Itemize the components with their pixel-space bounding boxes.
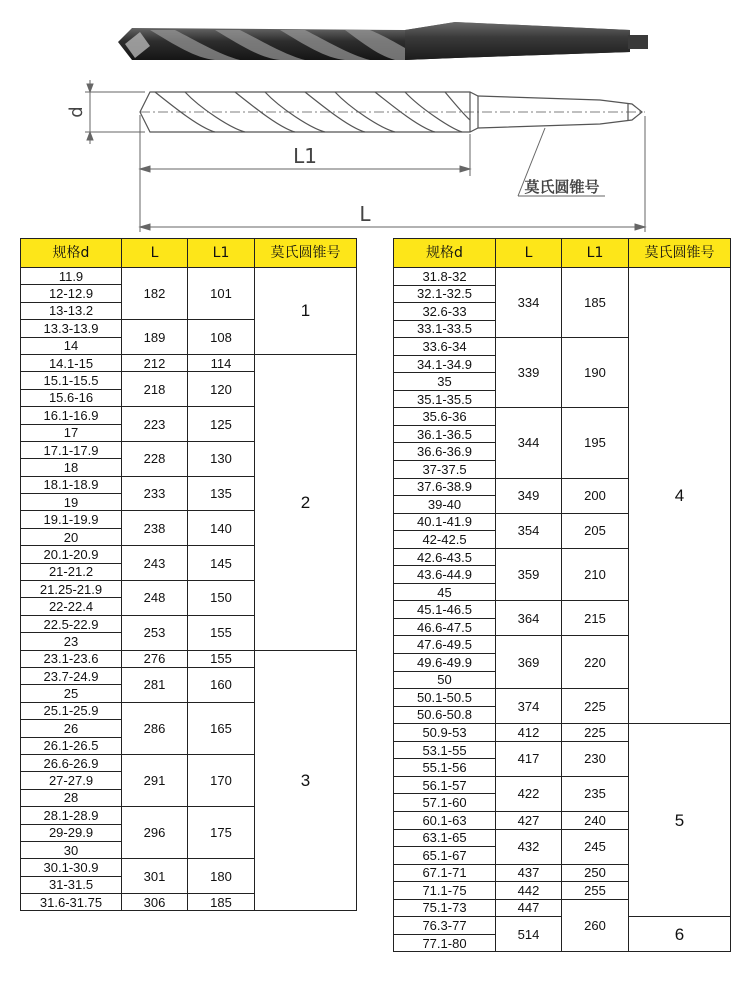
spec-cell: 26.1-26.5 [21,737,122,754]
spec-cell: 15.1-15.5 [21,372,122,389]
length-L1-cell: 225 [562,689,629,724]
spec-cell: 57.1-60 [394,794,496,812]
spec-cell: 13.3-13.9 [21,320,122,337]
spec-cell: 26.6-26.9 [21,754,122,771]
spec-cell: 19.1-19.9 [21,511,122,528]
spec-cell: 42-42.5 [394,531,496,549]
length-L1-cell: 135 [188,476,255,511]
length-L1-cell: 190 [562,338,629,408]
length-L1-cell: 185 [562,268,629,338]
length-L1-cell: 180 [188,859,255,894]
spec-cell: 76.3-77 [394,917,496,935]
spec-cell: 20.1-20.9 [21,546,122,563]
table-row [394,724,731,742]
spec-cell: 28.1-28.9 [21,807,122,824]
spec-cell: 47.6-49.5 [394,636,496,654]
length-L1-cell: 150 [188,581,255,616]
spec-table-left [20,238,357,911]
spec-cell: 45.1-46.5 [394,601,496,619]
spec-cell: 13-13.2 [21,302,122,319]
length-L-cell: 276 [122,650,188,667]
header-L1: L1 [188,239,255,268]
spec-cell: 25.1-25.9 [21,702,122,719]
length-L1-cell: 165 [188,702,255,754]
spec-cell: 49.6-49.9 [394,654,496,672]
length-L-cell: 238 [122,511,188,546]
label-L1: L1 [293,144,317,168]
spec-cell: 37.6-38.9 [394,478,496,496]
length-L1-cell: 130 [188,441,255,476]
spec-cell: 30 [21,841,122,858]
length-L-cell: 212 [122,354,188,371]
length-L1-cell: 155 [188,615,255,650]
length-L1-cell: 220 [562,636,629,689]
length-L1-cell: 200 [562,478,629,513]
spec-cell: 22-22.4 [21,598,122,615]
length-L-cell: 223 [122,407,188,442]
length-L1-cell: 205 [562,513,629,548]
spec-cell: 11.9 [21,268,122,285]
spec-cell: 39-40 [394,496,496,514]
header-L: L [122,239,188,268]
spec-cell: 27-27.9 [21,772,122,789]
length-L-cell: 369 [496,636,562,689]
length-L-cell: 243 [122,546,188,581]
length-L-cell: 296 [122,807,188,859]
length-L-cell: 301 [122,859,188,894]
table-row [21,650,357,667]
length-L1-cell: 250 [562,864,629,882]
table-header-row [21,239,357,268]
spec-cell: 32.6-33 [394,303,496,321]
length-L1-cell: 114 [188,354,255,371]
length-L1-cell: 240 [562,811,629,829]
label-L: L [359,202,371,226]
length-L-cell: 514 [496,917,562,952]
morse-taper-cell: 4 [629,268,731,724]
spec-cell: 33.6-34 [394,338,496,356]
spec-cell: 28 [21,789,122,806]
header-L: L [496,239,562,268]
length-L1-cell: 140 [188,511,255,546]
morse-taper-cell: 6 [629,917,731,952]
length-L-cell: 281 [122,667,188,702]
table-row [394,268,731,286]
label-morse-taper: 莫氏圆锥号 [524,178,600,196]
length-L-cell: 233 [122,476,188,511]
spec-cell: 35.1-35.5 [394,390,496,408]
spec-cell: 17 [21,424,122,441]
drill-line-drawing [140,92,645,132]
length-L-cell: 364 [496,601,562,636]
length-L-cell: 291 [122,754,188,806]
length-L1-cell: 245 [562,829,629,864]
spec-cell: 23.1-23.6 [21,650,122,667]
spec-cell: 50.6-50.8 [394,706,496,724]
morse-taper-cell: 5 [629,724,731,917]
spec-cell: 31.8-32 [394,268,496,286]
spec-table-right [393,238,731,952]
length-L-cell: 286 [122,702,188,754]
length-L-cell: 374 [496,689,562,724]
length-L1-cell: 230 [562,741,629,776]
spec-cell: 22.5-22.9 [21,615,122,632]
spec-cell: 71.1-75 [394,882,496,900]
spec-cell: 50 [394,671,496,689]
length-L-cell: 182 [122,268,188,320]
spec-cell: 45 [394,583,496,601]
table-row [21,354,357,371]
spec-cell: 35.6-36 [394,408,496,426]
spec-cell: 40.1-41.9 [394,513,496,531]
length-L-cell: 334 [496,268,562,338]
length-L-cell: 432 [496,829,562,864]
length-L1-cell: 255 [562,882,629,900]
length-L1-cell: 108 [188,320,255,355]
spec-cell: 20 [21,528,122,545]
spec-cell: 32.1-32.5 [394,285,496,303]
length-L1-cell: 195 [562,408,629,478]
spec-cell: 14.1-15 [21,354,122,371]
spec-cell: 15.6-16 [21,389,122,406]
spec-cell: 75.1-73 [394,899,496,917]
spec-cell: 31.6-31.75 [21,894,122,911]
length-L-cell: 218 [122,372,188,407]
length-L-cell: 189 [122,320,188,355]
length-L1-cell: 210 [562,548,629,601]
spec-cell: 30.1-30.9 [21,859,122,876]
length-L1-cell: 101 [188,268,255,320]
length-L1-cell: 235 [562,776,629,811]
length-L-cell: 442 [496,882,562,900]
header-morse: 莫氏圆锥号 [255,239,357,268]
header-morse: 莫氏圆锥号 [629,239,731,268]
spec-cell: 65.1-67 [394,847,496,865]
spec-cell: 33.1-33.5 [394,320,496,338]
spec-cell: 29-29.9 [21,824,122,841]
spec-cell: 31-31.5 [21,876,122,893]
morse-taper-cell: 2 [255,354,357,650]
spec-cell: 16.1-16.9 [21,407,122,424]
spec-cell: 21-21.2 [21,563,122,580]
spec-cell: 21.25-21.9 [21,581,122,598]
header-spec: 规格d [394,239,496,268]
spec-cell: 53.1-55 [394,741,496,759]
length-L-cell: 228 [122,441,188,476]
spec-cell: 42.6-43.5 [394,548,496,566]
spec-cell: 19 [21,494,122,511]
length-L-cell: 344 [496,408,562,478]
spec-cell: 18 [21,459,122,476]
spec-cell: 77.1-80 [394,934,496,952]
header-L1: L1 [562,239,629,268]
spec-cell: 23 [21,633,122,650]
table-header-row [394,239,731,268]
label-d: d [66,106,87,118]
spec-cell: 63.1-65 [394,829,496,847]
spec-cell: 67.1-71 [394,864,496,882]
length-L-cell: 248 [122,581,188,616]
length-L1-cell: 175 [188,807,255,859]
length-L-cell: 354 [496,513,562,548]
spec-cell: 14 [21,337,122,354]
spec-cell: 36.6-36.9 [394,443,496,461]
length-L-cell: 427 [496,811,562,829]
length-L-cell: 437 [496,864,562,882]
spec-cell: 56.1-57 [394,776,496,794]
spec-cell: 60.1-63 [394,811,496,829]
spec-cell: 35 [394,373,496,391]
spec-cell: 26 [21,720,122,737]
length-L1-cell: 215 [562,601,629,636]
spec-cell: 37-37.5 [394,461,496,479]
spec-cell: 55.1-56 [394,759,496,777]
spec-cell: 50.9-53 [394,724,496,742]
length-L-cell: 253 [122,615,188,650]
length-L1-cell: 160 [188,667,255,702]
length-L-cell: 422 [496,776,562,811]
header-spec: 规格d [21,239,122,268]
table-row [21,268,357,285]
morse-taper-cell: 1 [255,268,357,355]
length-L1-cell: 260 [562,899,629,952]
length-L-cell: 412 [496,724,562,742]
drill-diagram [0,0,750,236]
length-L-cell: 306 [122,894,188,911]
length-L-cell: 417 [496,741,562,776]
length-L1-cell: 170 [188,754,255,806]
morse-taper-cell: 3 [255,650,357,911]
spec-cell: 17.1-17.9 [21,441,122,458]
length-L1-cell: 185 [188,894,255,911]
spec-cell: 34.1-34.9 [394,355,496,373]
spec-cell: 12-12.9 [21,285,122,302]
length-L-cell: 349 [496,478,562,513]
drill-photo [118,22,648,60]
length-L1-cell: 155 [188,650,255,667]
length-L-cell: 447 [496,899,562,917]
spec-cell: 18.1-18.9 [21,476,122,493]
spec-cell: 50.1-50.5 [394,689,496,707]
spec-cell: 43.6-44.9 [394,566,496,584]
spec-cell: 36.1-36.5 [394,425,496,443]
length-L-cell: 339 [496,338,562,408]
spec-cell: 46.6-47.5 [394,618,496,636]
length-L1-cell: 145 [188,546,255,581]
length-L1-cell: 225 [562,724,629,742]
spec-cell: 25 [21,685,122,702]
spec-cell: 23.7-24.9 [21,667,122,684]
length-L-cell: 359 [496,548,562,601]
length-L1-cell: 120 [188,372,255,407]
length-L1-cell: 125 [188,407,255,442]
